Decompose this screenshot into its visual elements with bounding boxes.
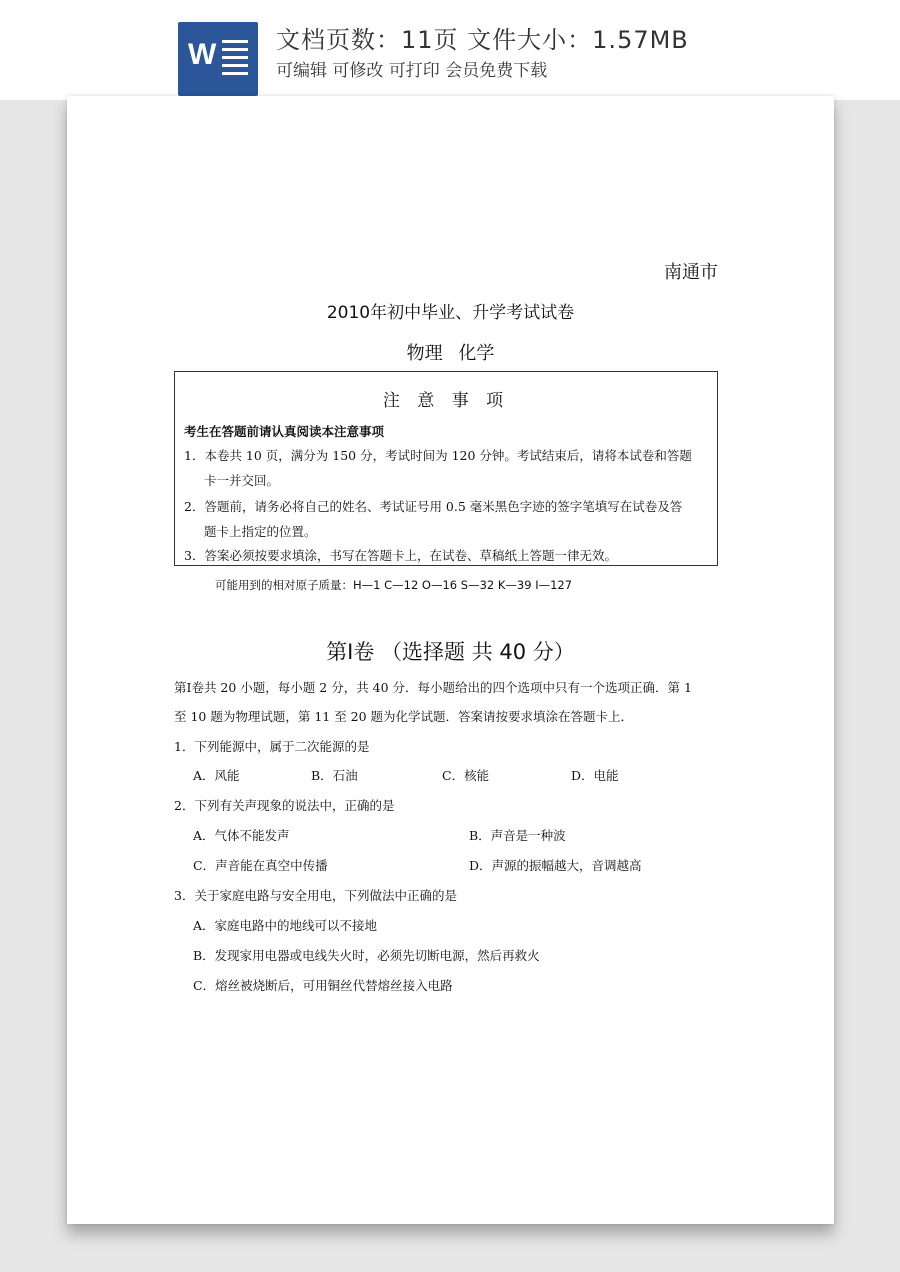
question-3-option-c: C．熔丝被烧断后，可用铜丝代替熔丝接入电路: [193, 978, 453, 993]
question-2-stem: 2．下列有关声现象的说法中，正确的是: [174, 798, 395, 813]
question-3-stem: 3．关于家庭电路与安全用电，下列做法中正确的是: [174, 888, 457, 903]
exam-subject: 物理 化学: [406, 343, 495, 364]
word-document-icon: W: [178, 22, 258, 96]
section-intro-line-1: 第Ⅰ卷共 20 小题，每小题 2 分，共 40 分．每小题给出的四个选项中只有一个选项正确．第 1: [174, 680, 692, 695]
notice-intro: 考生在答题前请认真阅读本注意事项: [184, 424, 385, 439]
question-1-option-d: D．电能: [571, 768, 619, 783]
question-2-option-b: B．声音是一种波: [469, 828, 566, 843]
question-3-option-b: B．发现家用电器或电线失火时，必须先切断电源，然后再救火: [193, 948, 540, 963]
question-2-option-a: A．气体不能发声: [193, 828, 290, 843]
notice-item-2: 2．答题前，请务必将自己的姓名、考试证号用 0.5 毫米黑色字迹的签字笔填写在试卷及答: [184, 499, 683, 514]
city-name: 南通市: [664, 262, 718, 283]
notice-box: [174, 371, 718, 566]
doc-stats-title: 文档页数：11页 文件大小：1.57MB: [276, 26, 689, 54]
notice-item-1-cont: 卡一并交回。: [204, 473, 280, 488]
question-1-option-c: C．核能: [442, 768, 490, 783]
notice-item-1: 1．本卷共 10 页，满分为 150 分，考试时间为 120 分钟。考试结束后，请将本试卷和答题: [184, 448, 692, 463]
notice-item-2-cont: 题卡上指定的位置。: [204, 524, 317, 539]
exam-title: 2010年初中毕业、升学考试试卷: [326, 303, 575, 323]
question-3-option-a: A．家庭电路中的地线可以不接地: [193, 918, 378, 933]
section-title: 第Ⅰ卷 （选择题 共 40 分）: [326, 640, 575, 664]
document-page: [67, 96, 834, 1224]
question-1-option-a: A．风能: [193, 768, 240, 783]
notice-item-3: 3．答案必须按要求填涂，书写在答题卡上，在试卷、草稿纸上答题一律无效。: [184, 548, 617, 563]
atomic-masses: 可能用到的相对原子质量：H—1 C—12 O—16 S—32 K—39 I—127: [215, 578, 573, 592]
doc-features: 可编辑 可修改 可打印 会员免费下载: [276, 61, 548, 81]
notice-title: 注 意 事 项: [382, 391, 510, 411]
question-2-option-d: D．声源的振幅越大，音调越高: [469, 858, 642, 873]
doc-info-banner: [0, 0, 900, 100]
question-1-stem: 1．下列能源中，属于二次能源的是: [174, 739, 370, 754]
section-intro-line-2: 至 10 题为物理试题，第 11 至 20 题为化学试题．答案请按要求填涂在答题卡上．: [174, 709, 634, 724]
question-2-option-c: C．声音能在真空中传播: [193, 858, 328, 873]
question-1-option-b: B．石油: [311, 768, 358, 783]
